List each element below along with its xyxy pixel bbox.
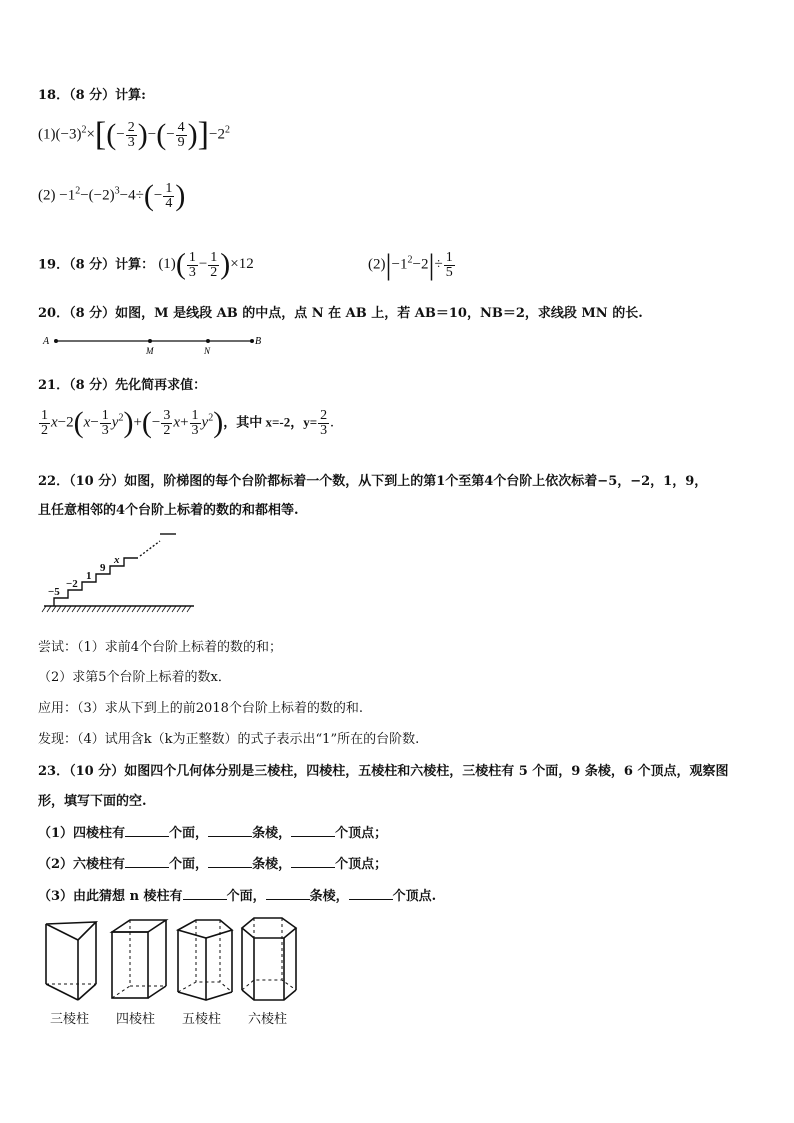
caption-pentagonal-prism: 五棱柱 xyxy=(182,1012,222,1027)
blank-field xyxy=(291,826,335,837)
blank-field xyxy=(349,889,393,900)
q22-task-2: （2）求第5个台阶上标着的数x． xyxy=(38,670,231,685)
point-m-label: M xyxy=(146,346,154,356)
q18-title: 18．（8 分）计算: xyxy=(38,88,146,103)
q18-expression-2: $(2) -1^2-(-2)^3-4\div(-$ $\frac{1}{4}$ ) xyxy=(38,179,186,212)
q19-block: 19．（8 分）计算： (1)( $\frac{1}{3}$ − $\frac{1}{2}$ )×12 xyxy=(38,248,254,281)
q23-row-1: （1）四棱柱有 个面， 条棱， 个顶点； xyxy=(38,826,388,841)
q22-task-1: 尝试：（1）求前4个台阶上标着的数的和； xyxy=(38,640,283,655)
q22-line-2: 且任意相邻的4个台阶上标着的数的和都相等. xyxy=(38,503,299,518)
blank-field xyxy=(183,889,227,900)
caption-quadrilateral-prism: 四棱柱 xyxy=(116,1012,156,1027)
step-label-5: x xyxy=(114,554,120,566)
caption-hexagonal-prism: 六棱柱 xyxy=(248,1012,288,1027)
q21-title: 21．（8 分）先化简再求值： xyxy=(38,378,207,393)
q20-segment-figure xyxy=(40,332,270,356)
caption-triangular-prism: 三棱柱 xyxy=(50,1012,90,1027)
blank-field xyxy=(125,857,169,868)
q22-task-4: 发现：（4）试用含k（k为正整数）的式子表示出“1”所在的台阶数. xyxy=(38,732,420,747)
q22-line-1: 22．（10 分）如图，阶梯图的每个台阶都标着一个数，从下到上的第1个至第4个台阶上依次标着−5，−2，1，9， xyxy=(38,474,708,489)
q19-expression-2: $(2)|-1^2-2|\div$ $\frac{1}{5}$ xyxy=(368,248,453,281)
q23-prisms-figure xyxy=(38,914,308,1010)
q22-staircase-figure xyxy=(40,526,200,616)
step-label-2: −2 xyxy=(66,578,78,590)
q18-expression-1: $(1)(-3)^2\times[(-$ $\frac{2}{3}$ )−(− $\frac{4}{9}$ )]$-2^2$ xyxy=(38,116,230,153)
blank-field xyxy=(291,857,335,868)
q20-text: 20．（8 分）如图，M 是线段 AB 的中点，点 N 在 AB 上，若 AB＝10，NB＝2，求线段 MN 的长. xyxy=(38,306,643,321)
q22-task-3: 应用：（3）求从下到上的前2018个台阶上标着的数的和. xyxy=(38,701,363,716)
q23-row-2: （2）六棱柱有 个面， 条棱， 个顶点； xyxy=(38,857,388,872)
q23-line-2: 形，填写下面的空. xyxy=(38,794,147,809)
blank-field xyxy=(266,889,310,900)
blank-field xyxy=(208,857,252,868)
step-label-4: 9 xyxy=(100,562,106,574)
point-a-label: A xyxy=(43,336,50,347)
q23-row-3: （3）由此猜想 n 棱柱有 个面， 条棱， 个顶点. xyxy=(38,889,437,904)
blank-field xyxy=(208,826,252,837)
q23-line-1: 23．（10 分）如图四个几何体分别是三棱柱，四棱柱，五棱柱和六棱柱，三棱柱有 5 个面，9 条棱，6 个顶点，观察图 xyxy=(38,764,729,779)
point-n-label: N xyxy=(204,346,211,356)
step-label-3: 1 xyxy=(86,570,92,582)
q21-expression: $\frac{1}{2}$ x−2(x− $\frac{1}{3}$ $y^2)+(-$ $\frac{3}{2}$ x+ $\frac{1}{3}$ $y^2$)，其中 x=-2，y= $\frac{2}{3}$ . xyxy=(41,406,334,439)
blank-field xyxy=(125,826,169,837)
point-b-label: B xyxy=(255,336,262,347)
step-label-1: −5 xyxy=(48,586,60,598)
